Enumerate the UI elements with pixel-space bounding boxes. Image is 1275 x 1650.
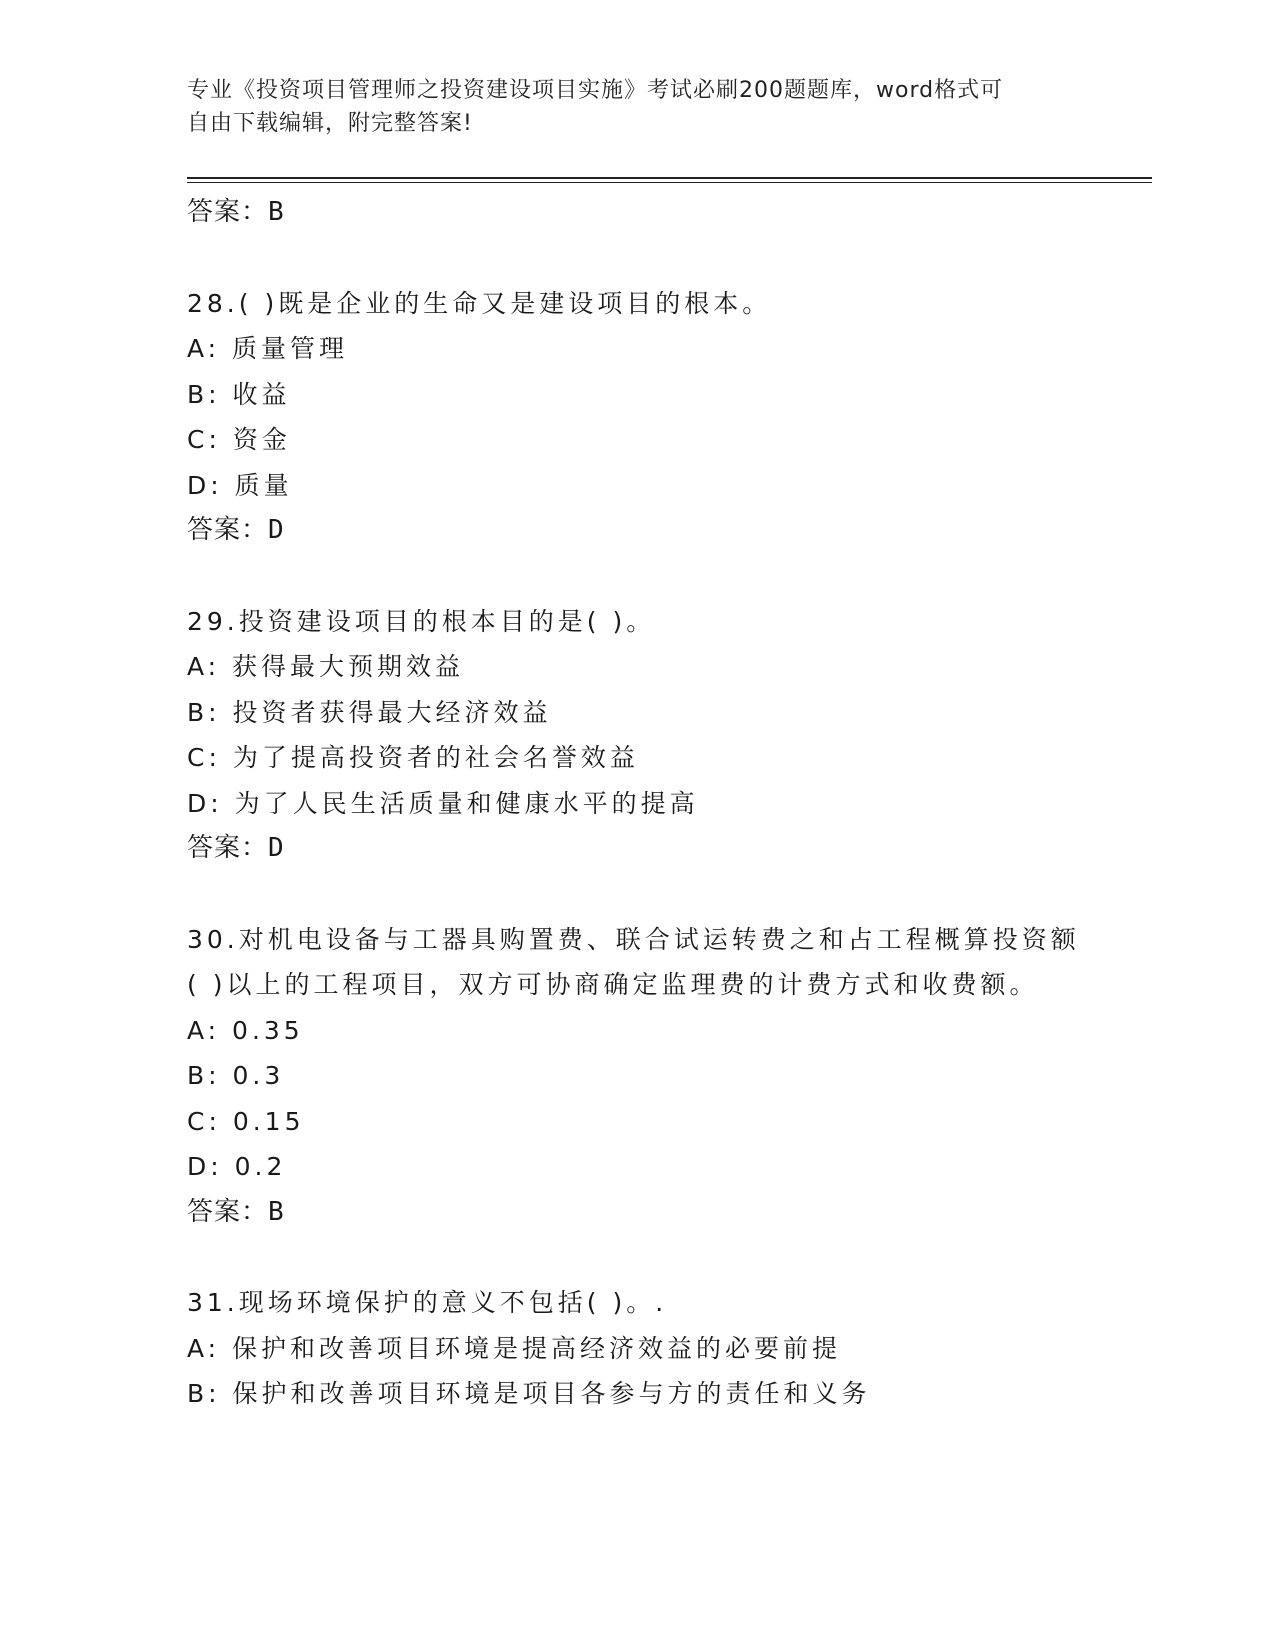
question-stem: 29.投资建设项目的根本目的是( )。 <box>187 606 656 636</box>
spacer <box>187 872 1087 917</box>
answer-line: 答案：B <box>187 1196 285 1227</box>
option-b: B: 收益 <box>187 379 291 409</box>
spacer <box>187 1235 1087 1280</box>
answer-line: 答案：D <box>187 833 285 863</box>
option-b: B: 保护和改善项目环境是项目各参与方的责任和义务 <box>187 1379 871 1408</box>
option-a: A: 保护和改善项目环境是提高经济效益的必要前提 <box>187 1333 842 1363</box>
option-b: B: 0.3 <box>187 1061 285 1090</box>
question-block <box>187 917 1087 1236</box>
option-c: C: 0.15 <box>187 1106 305 1136</box>
option-d: D: 为了人民生活质量和健康水平的提高 <box>187 788 699 818</box>
spacer <box>187 554 1087 599</box>
option-d: D: 0.2 <box>187 1152 287 1181</box>
option-a: A: 0.35 <box>187 1015 304 1045</box>
option-d: D: 质量 <box>187 470 293 500</box>
question-block <box>187 599 1087 872</box>
question-content <box>187 190 1087 1417</box>
question-stem: 28.( )既是企业的生命又是建设项目的根本。 <box>187 288 772 318</box>
header-line-1: 专业《投资项目管理师之投资建设项目实施》考试必刷200题题库，word格式可 <box>187 78 1004 103</box>
question-block <box>187 281 1087 554</box>
option-c: C: 为了提高投资者的社会名誉效益 <box>187 743 639 772</box>
answer-line: 答案：D <box>187 515 285 545</box>
option-a: A: 获得最大预期效益 <box>187 652 465 681</box>
spacer <box>187 236 1087 281</box>
option-a: A: 质量管理 <box>187 334 349 363</box>
question-stem-continuation: ( )以上的工程项目，双方可协商确定监理费的计费方式和收费额。 <box>187 970 1039 999</box>
document-header <box>187 74 1067 140</box>
option-c: C: 资金 <box>187 425 291 454</box>
option-b: B: 投资者获得最大经济效益 <box>187 697 552 727</box>
question-block <box>187 1280 1087 1417</box>
header-line-2: 自由下载编辑，附完整答案! <box>187 111 473 136</box>
answer-line: 答案：B <box>187 197 285 227</box>
header-divider-thick <box>187 177 1152 179</box>
question-stem: 31.现场环境保护的意义不包括( )。. <box>187 1288 668 1317</box>
question-stem: 30.对机电设备与工器具购置费、联合试运转费之和占工程概算投资额 <box>187 924 1080 954</box>
header-divider-thin <box>187 182 1152 183</box>
